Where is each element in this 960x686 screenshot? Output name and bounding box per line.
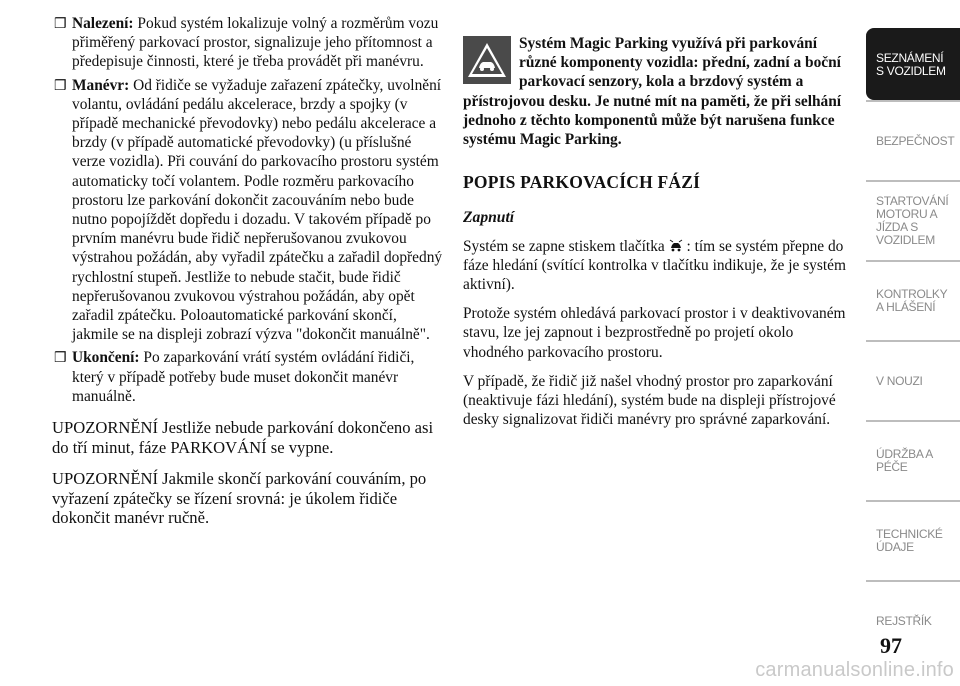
parking-button-icon — [669, 239, 683, 253]
subheading: Zapnutí — [463, 209, 515, 227]
right-column — [463, 34, 849, 429]
bullet-nalezeni — [52, 14, 444, 72]
page-number: 97 — [880, 633, 902, 658]
bullet-text: Pokud systém lokalizuje volný a rozměrům vozu přiměřený parkovací prostor, signalizuje jeho přítomnost a předepisuje činnosti, které je třeba provádět při manévru. — [72, 15, 439, 71]
bullet-text: Po zaparkování vrátí systém ovládání řidiči, který v případě potřeby bude muset dokončit manévr manuálně. — [72, 349, 415, 405]
section-title: POPIS PARKOVACÍCH FÁZÍ — [463, 172, 701, 193]
tab-seznameni[interactable] — [866, 28, 960, 100]
tab-label: V NOUZI — [876, 373, 923, 388]
bullet-term: Manévr: — [72, 76, 130, 94]
warning-paragraph-1: UPOZORNĚNÍ Jestliže nebude parkování dokončeno asi do tří minut, fáze PARKOVÁNÍ se vypne. — [52, 418, 434, 457]
paragraph-activation — [463, 237, 849, 295]
bullet-text: Od řidiče se vyžaduje zařazení zpátečky, uvolnění volantu, ovládání pedálu akcelerace, brzdy a spojky (v případě mechanické převodovky) nebo pedálu akcelerace a brzdy (v případě automatické převodovky) (u příslušné verze vozidla). Při couvání do parkovacího prostoru systém automaticky točí volantem. Podle rozměru parkovacího prostoru lze parkování dokončit zacouváním nebo bude nutno popojíždět dopředu i dozadu. V takovém případě po prvním manévru bude řidič nepřerušovanou zvukovou výstrahou požádán, aby vyřadil zpátečku a zařadil dopředný rychlostní stupeň. Jestliže to nebude stačit, bude řidič nepřerušovanou zvukovou výstrahou požádán, aby opět zařadil zpátečku. Poloautomatické parkování skončí, jakmile se na displeji zobrazí výzva "dokončit manuálně". — [72, 76, 443, 344]
bullet-ukonceni — [52, 348, 444, 406]
tab-label: REJSTŘÍK — [876, 613, 932, 628]
bullet-manevr — [52, 76, 444, 345]
checkbox-bullet-icon: ❒ — [54, 351, 67, 367]
tab-udrzba[interactable] — [866, 420, 960, 500]
paragraph-text-after: : tím se systém přepne do fáze hledání (svítící kontrolka v tlačítku indikuje, že je systém aktivní). — [463, 237, 846, 294]
paragraph-text-before: Systém se zapne stiskem tlačítka — [463, 237, 665, 255]
left-column — [52, 14, 444, 528]
checkbox-bullet-icon: ❒ — [54, 78, 67, 94]
note-text: Systém Magic Parking využívá při parkování různé komponenty vozidla: přední, zadní a boční parkovací senzory, kola a brzdový systém a přístrojovou desku. Je nutné mít na paměti, že při selhání jednoho z těchto komponentů může být narušena funkce systému Magic Parking. — [463, 35, 842, 149]
tab-label: TECHNICKÉ ÚDAJE — [876, 527, 943, 554]
bullet-term: Ukončení: — [72, 349, 140, 367]
watermark: carmanualsonline.info — [755, 659, 954, 681]
chapter-sidebar — [866, 28, 960, 660]
warning-car-icon — [463, 36, 511, 84]
tab-label: KONTROLKY A HLÁŠENÍ — [876, 287, 948, 314]
tab-bezpecnost[interactable] — [866, 100, 960, 180]
paragraph-3: V případě, že řidič již našel vhodný prostor pro zaparkování (neaktivuje fázi hledání), systém bude na displeji přístrojové desky signalizovat řidiči manévry pro správné zaparkování. — [463, 372, 836, 429]
warning-note — [463, 34, 849, 149]
tab-label: BEZPEČNOST — [876, 133, 955, 148]
tab-label: STARTOVÁNÍ MOTORU A JÍZDA S VOZIDLEM — [876, 194, 949, 247]
tab-startovani[interactable] — [866, 180, 960, 260]
tab-kontrolky[interactable] — [866, 260, 960, 340]
tab-technicke-udaje[interactable] — [866, 500, 960, 580]
tab-v-nouzi[interactable] — [866, 340, 960, 420]
warning-paragraph-2: UPOZORNĚNÍ Jakmile skončí parkování couváním, po vyřazení zpátečky se řízení srovná: je úkolem řidiče dokončit manévr ručně. — [52, 469, 427, 528]
checkbox-bullet-icon: ❒ — [54, 17, 67, 32]
paragraph-2: Protože systém ohledává parkovací prostor i v deaktivovaném stavu, lze jej zapnout i bezprostředně po projetí okolo vhodného parkovacího prostoru. — [463, 305, 846, 361]
tab-label: SEZNÁMENÍ S VOZIDLEM — [876, 51, 946, 78]
bullet-term: Nalezení: — [72, 15, 134, 32]
tab-label: ÚDRŽBA A PÉČE — [876, 447, 933, 474]
